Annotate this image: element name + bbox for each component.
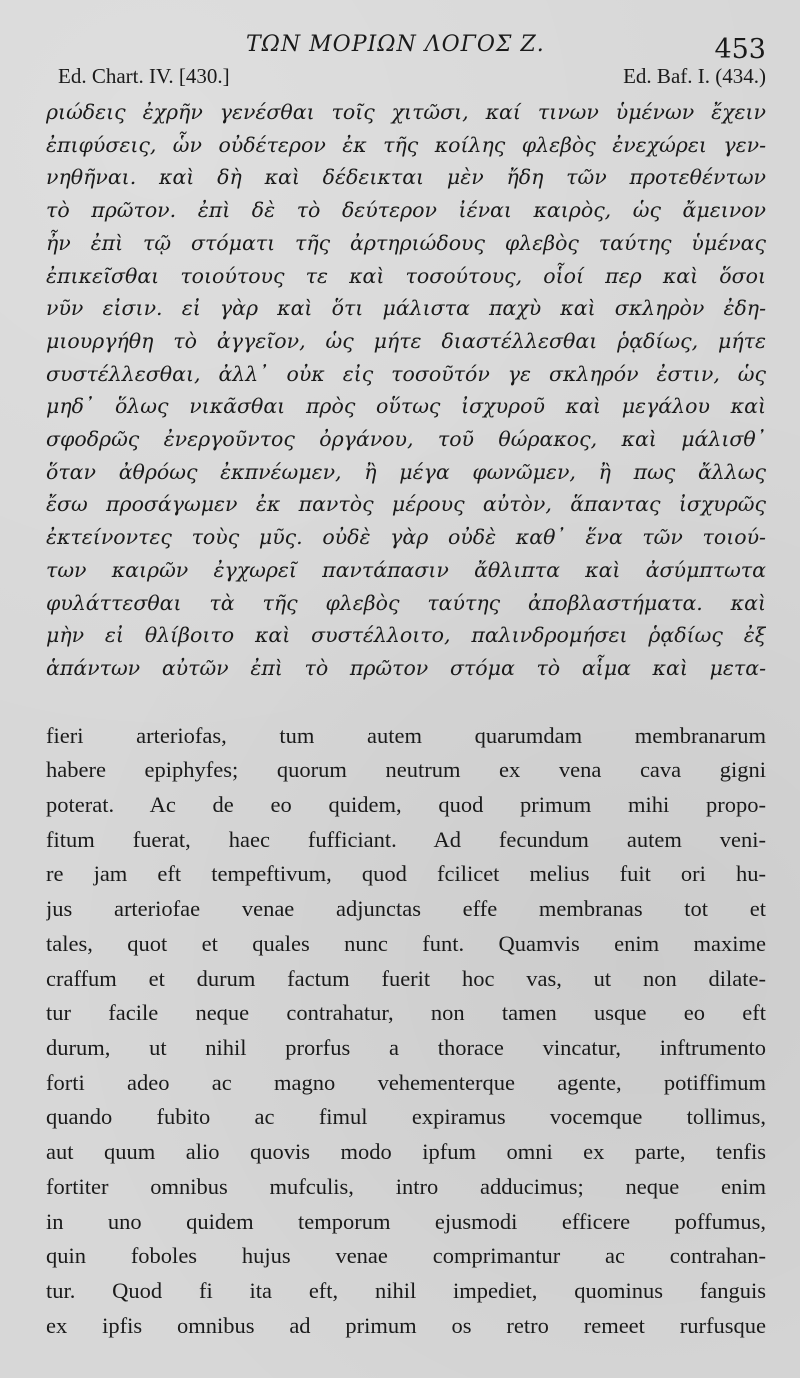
greek-line: των καιρῶν ἐγχωρεῖ παντάπασιν ἄθλιπτα καὶ ἀσύμπτωτα xyxy=(46,557,766,582)
latin-line: tur facile neque contrahatur, non tamen usque eo eft xyxy=(46,1000,766,1026)
latin-line: forti adeo ac magno vehementerque agente, potiffimum xyxy=(46,1069,766,1095)
latin-text xyxy=(46,719,766,1344)
latin-line: ex ipfis omnibus ad primum os retro remeet rurfusque xyxy=(46,1312,766,1338)
latin-line: tur. Quod fi ita eft, nihil impediet, quominus fanguis xyxy=(46,1277,766,1303)
latin-line: habere epiphyfes; quorum neutrum ex vena cava gigni xyxy=(46,757,766,783)
latin-line: jus arteriofae venae adjunctas effe membranas tot et xyxy=(46,896,766,922)
latin-line: quando fubito ac fimul expiramus vocemque tollimus, xyxy=(46,1104,766,1130)
latin-line: in uno quidem temporum ejusmodi efficere poffumus, xyxy=(46,1208,766,1234)
greek-line: σφοδρῶς ἐνεργοῦντος ὀργάνου, τοῦ θώρακος, καὶ μάλισθ᾽ xyxy=(46,427,766,452)
greek-line: ἐκτείνοντες τοὺς μῦς. οὐδὲ γὰρ οὐδὲ καθ᾽ ἕνα τῶν τοιού- xyxy=(46,525,766,550)
greek-line: νῦν εἰσιν. εἰ γὰρ καὶ ὅτι μάλιστα παχὺ καὶ σκληρὸν ἐδη- xyxy=(46,296,766,321)
latin-line: re jam eft tempeftivum, quod fcilicet melius fuit ori hu- xyxy=(46,861,766,887)
greek-line: φυλάττεσθαι τὰ τῆς φλεβὸς ταύτης ἀποβλαστήματα. καὶ xyxy=(46,590,766,615)
running-title: ΤΩΝ ΜΟΡΙΩΝ ΛΟΓΟΣ Ζ. xyxy=(246,32,545,57)
greek-line: ριώδεις ἐχρῆν γενέσθαι τοῖς χιτῶσι, καί τινων ὑμένων ἔχειν xyxy=(46,100,766,124)
greek-text xyxy=(46,96,766,685)
latin-line: fieri arteriofas, tum autem quarumdam membranarum xyxy=(46,722,766,748)
latin-line: aut quum alio quovis modo ipfum omni ex parte, tenfis xyxy=(46,1139,766,1165)
latin-line: quin foboles hujus venae comprimantur ac contrahan- xyxy=(46,1243,766,1269)
greek-line: ἐπικεῖσθαι τοιούτους τε καὶ τοσούτους, οἷοί περ καὶ ὅσοι xyxy=(46,263,766,288)
latin-line: poterat. Ac de eo quidem, quod primum mihi propo- xyxy=(46,792,766,818)
latin-line: fortiter omnibus mufculis, intro adducimus; neque enim xyxy=(46,1173,766,1199)
greek-line: ὅταν ἀθρόως ἐκπνέωμεν, ἢ μέγα φωνῶμεν, ἢ πως ἄλλως xyxy=(46,459,766,484)
greek-line: ἁπάντων αὐτῶν ἐπὶ τὸ πρῶτον στόμα τὸ αἷμα καὶ μετα- xyxy=(46,655,766,680)
edition-reference-basel: Ed. Baf. I. (434.) xyxy=(623,64,766,88)
greek-line: συστέλλεσθαι, ἀλλ᾽ οὐκ εἰς τοσοῦτόν γε σκληρόν ἐστιν, ὡς xyxy=(46,361,766,386)
greek-line: μηδ᾽ ὅλως νικᾶσθαι πρὸς οὕτως ἰσχυροῦ καὶ μεγάλου καὶ xyxy=(46,394,766,419)
latin-line: craffum et durum factum fuerit hoc vas, ut non dilate- xyxy=(46,965,766,991)
greek-line: μιουργήθη τὸ ἀγγεῖον, ὡς μήτε διαστέλλεσθαι ῥᾳδίως, μήτε xyxy=(46,328,766,353)
latin-line: tales, quot et quales nunc funt. Quamvis enim maxime xyxy=(46,930,766,956)
greek-line: μὴν εἰ θλίβοιτο καὶ συστέλλοιτο, παλινδρομήσει ῥᾳδίως ἐξ xyxy=(46,623,766,648)
running-head xyxy=(46,28,766,64)
edition-references xyxy=(46,64,766,92)
page-number: 453 xyxy=(714,34,766,65)
greek-line: νηθῆναι. καὶ δὴ καὶ δέδεικται μὲν ἤδη τῶν προτεθέντων xyxy=(46,165,766,190)
greek-line: ἐπιφύσεις, ὧν οὐδέτερον ἐκ τῆς κοίλης φλεβὸς ἐνεχώρει γεν- xyxy=(46,132,766,157)
greek-line: ἔσω προσάγωμεν ἐκ παντὸς μέρους αὐτὸν, ἅπαντας ἰσχυρῶς xyxy=(46,492,766,517)
latin-line: fitum fuerat, haec fufficiant. Ad fecundum autem veni- xyxy=(46,826,766,852)
latin-line: durum, ut nihil prorfus a thorace vincatur, inftrumento xyxy=(46,1034,766,1060)
greek-line: τὸ πρῶτον. ἐπὶ δὲ τὸ δεύτερον ἰέναι καιρὸς, ὡς ἄμεινον xyxy=(46,198,766,223)
edition-reference-chartier: Ed. Chart. IV. [430.] xyxy=(58,64,230,88)
greek-line: ἦν ἐπὶ τῷ στόματι τῆς ἀρτηριώδους φλεβὸς ταύτης ὑμένας xyxy=(46,230,766,255)
